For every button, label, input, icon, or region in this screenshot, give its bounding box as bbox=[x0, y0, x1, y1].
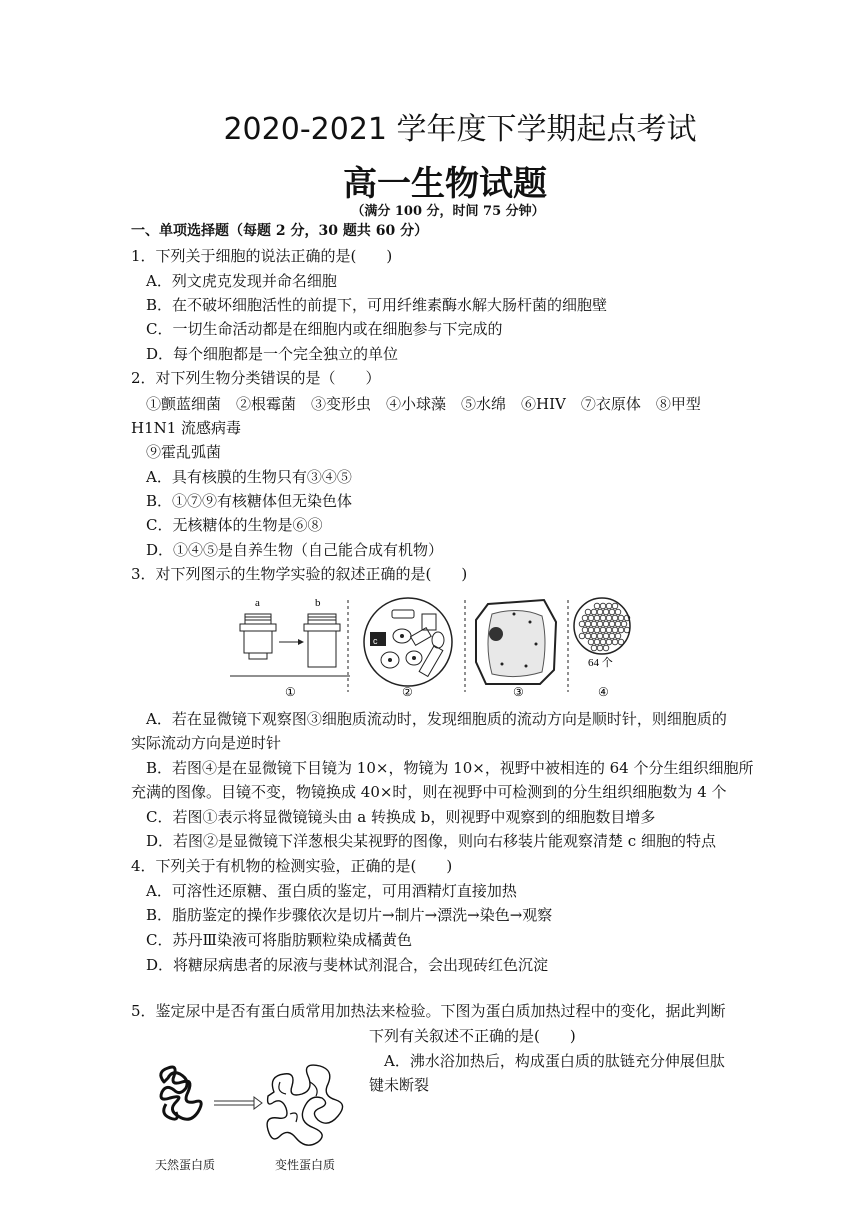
q3-option-c: C．若图①表示将显微镜镜头由 a 转换成 b，则视野中观察到的细胞数目增多 bbox=[146, 808, 656, 826]
cell-count-panel bbox=[574, 598, 630, 699]
exam-meta: （满分 100 分，时间 75 分钟） bbox=[351, 204, 545, 219]
q1-stem: 1．下列关于细胞的说法正确的是( ) bbox=[131, 247, 393, 265]
cell-count-label: 64 个 bbox=[588, 657, 613, 669]
q2-list-line3: ⑨霍乱弧菌 bbox=[146, 443, 222, 461]
q5-stem-line2: 下列有关叙述不正确的是( ) bbox=[369, 1027, 576, 1045]
microscope-figure bbox=[230, 592, 650, 702]
root-tip-view-panel bbox=[364, 598, 452, 699]
lens-a-icon bbox=[240, 614, 276, 659]
q3-option-b-line1: B．若图④是在显微镜下目镜为 10×，物镜为 10×，视野中被相连的 64 个分生组织细胞所 bbox=[146, 759, 754, 777]
panel-number-1: ① bbox=[285, 685, 296, 699]
q4-option-d: D．将糖尿病患者的尿液与斐林试剂混合，会出现砖红色沉淀 bbox=[146, 956, 549, 974]
q1-option-c: C．一切生命活动都是在细胞内或在细胞参与下完成的 bbox=[146, 320, 503, 338]
caption-denatured-protein: 变性蛋白质 bbox=[275, 1158, 336, 1172]
panel-number-3: ③ bbox=[513, 685, 524, 699]
q4-option-a: A．可溶性还原糖、蛋白质的鉴定，可用酒精灯直接加热 bbox=[146, 882, 517, 900]
q2-option-b: B．①⑦⑨有核糖体但无染色体 bbox=[146, 492, 353, 510]
native-protein-icon bbox=[161, 1067, 201, 1119]
lens-label-b: b bbox=[315, 597, 321, 609]
q3-option-a-line1: A．若在显微镜下观察图③细胞质流动时，发现细胞质的流动方向是顺时针，则细胞质的 bbox=[146, 710, 727, 728]
objective-lens-panel bbox=[230, 597, 350, 699]
q2-option-d: D．①④⑤是自养生物（自己能合成有机物） bbox=[146, 541, 444, 559]
q4-option-c: C．苏丹Ⅲ染液可将脂肪颗粒染成橘黄色 bbox=[146, 931, 412, 949]
q3-stem: 3．对下列图示的生物学实验的叙述正确的是( ) bbox=[131, 565, 468, 583]
protein-denaturation-figure bbox=[150, 1052, 360, 1152]
q4-stem: 4．下列关于有机物的检测实验，正确的是( ) bbox=[131, 857, 453, 875]
q2-option-c: C．无核糖体的生物是⑥⑧ bbox=[146, 516, 323, 534]
q2-stem: 2．对下列生物分类错误的是（ ） bbox=[131, 369, 381, 387]
q2-list-line2: H1N1 流感病毒 bbox=[131, 419, 242, 437]
panel-number-4: ④ bbox=[598, 685, 609, 699]
caption-native-protein: 天然蛋白质 bbox=[155, 1158, 216, 1172]
q2-list-line1: ①颤蓝细菌 ②根霉菌 ③变形虫 ④小球藻 ⑤水绵 ⑥HIV ⑦衣原体 ⑧甲型 bbox=[146, 395, 701, 413]
q1-option-a: A．列文虎克发现并命名细胞 bbox=[146, 272, 337, 290]
double-arrow-icon bbox=[214, 1097, 262, 1109]
cell-c-label: c bbox=[373, 636, 378, 646]
q3-option-a-line2: 实际流动方向是逆时针 bbox=[131, 734, 282, 752]
q5-option-a-line1: A．沸水浴加热后，构成蛋白质的肽链充分伸展但肽 bbox=[384, 1052, 725, 1070]
q1-option-b: B．在不破坏细胞活性的前提下，可用纤维素酶水解大肠杆菌的细胞壁 bbox=[146, 296, 608, 314]
denatured-protein-icon bbox=[267, 1065, 342, 1145]
q1-option-d: D．每个细胞都是一个完全独立的单位 bbox=[146, 345, 399, 363]
panel-number-2: ② bbox=[402, 685, 413, 699]
plant-cell-panel bbox=[476, 600, 556, 699]
q5-stem-line1: 5．鉴定尿中是否有蛋白质常用加热法来检验。下图为蛋白质加热过程中的变化，据此判断 bbox=[131, 1002, 726, 1020]
lens-label-a: a bbox=[255, 597, 260, 609]
exam-title: 2020-2021 学年度下学期起点考试 bbox=[223, 112, 697, 147]
section-heading: 一、单项选择题（每题 2 分，30 题共 60 分） bbox=[131, 223, 429, 239]
lens-b-icon bbox=[304, 614, 340, 667]
subject-title: 高一生物试题 bbox=[343, 164, 547, 204]
q5-option-a-line2: 键未断裂 bbox=[369, 1076, 430, 1094]
q3-option-d: D．若图②是显微镜下洋葱根尖某视野的图像，则向右移装片能观察清楚 c 细胞的特点 bbox=[146, 832, 716, 850]
q3-option-b-line2: 充满的图像。目镜不变，物镜换成 40×时，则在视野中可检测到的分生组织细胞数为 4 个 bbox=[131, 783, 727, 801]
q2-option-a: A．具有核膜的生物只有③④⑤ bbox=[146, 468, 352, 486]
q4-option-b: B．脂肪鉴定的操作步骤依次是切片→制片→漂洗→染色→观察 bbox=[146, 906, 553, 924]
